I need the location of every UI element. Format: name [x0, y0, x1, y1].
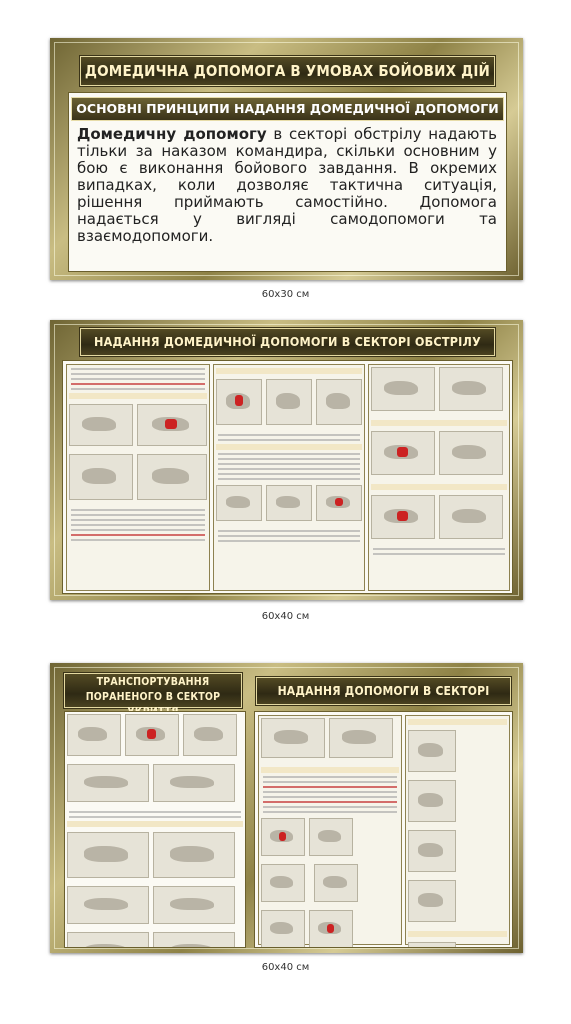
illustration: [261, 864, 305, 902]
panel-2-section-heading: [371, 420, 507, 426]
illustration: [67, 886, 149, 924]
illustration: [153, 886, 235, 924]
illustration: [69, 404, 133, 446]
illustration: [153, 832, 235, 878]
panel-3-size-label: 60x40 см: [261, 962, 310, 973]
illustration: [371, 495, 435, 539]
panel-2-section-heading: [69, 393, 207, 399]
panel-1-content: [68, 92, 507, 272]
illustration: [408, 730, 456, 772]
panel-3-section-heading: [408, 931, 507, 937]
panel-1-size-label: 60x30 см: [261, 289, 310, 300]
illustration: [67, 714, 121, 756]
panel-3-right-content: [254, 711, 513, 948]
panel-3-title-left: ТРАНСПОРТУВАННЯ ПОРАНЕНОГО В СЕКТОР: [64, 673, 242, 708]
panel-3-section-heading: [408, 719, 507, 725]
panel-2-middle-column: [213, 364, 365, 591]
illustration: [439, 367, 503, 411]
illustration: [309, 910, 353, 948]
panel-2-content: [62, 360, 513, 594]
illustration: [261, 818, 305, 856]
illustration: [316, 485, 362, 521]
illustration: [329, 718, 393, 758]
illustration: [216, 485, 262, 521]
illustration: [67, 832, 149, 878]
stand-panel-2: [50, 320, 523, 600]
panel-1-body-text: в секторі обстрілу надають тільки за наказом командира, скільки основним у бою є виконання бойового завдання. В окремих випадках, коли дозволяє тактична ситуація, рішення приймають самостійно. Допомога надається у вигляді самодопомоги та взаємодопомоги.: [77, 125, 498, 245]
panel-3-section-heading: [261, 767, 399, 773]
illustration: [153, 932, 235, 948]
panel-3-title-right: НАДАННЯ ДОПОМОГИ В СЕКТОРІ: [256, 677, 511, 705]
panel-3-section-heading: [67, 821, 243, 827]
illustration: [314, 864, 358, 902]
illustration: [67, 932, 149, 948]
illustration: [408, 780, 456, 822]
illustration: [153, 764, 235, 802]
panel-3-middle-column: [258, 715, 402, 945]
panel-1-body: [77, 126, 497, 245]
illustration: [137, 404, 207, 446]
illustration: [408, 830, 456, 872]
illustration: [266, 379, 312, 425]
illustration: [408, 942, 456, 948]
illustration: [439, 431, 503, 475]
illustration: [309, 818, 353, 856]
illustration: [261, 910, 305, 948]
panel-2-size-label: 60x40 см: [261, 611, 310, 622]
panel-2-section-heading: [216, 444, 362, 450]
illustration: [216, 379, 262, 425]
panel-2-title: НАДАННЯ ДОМЕДИЧНОЇ ДОПОМОГИ В СЕКТОРІ ОБСТРІЛУ: [80, 328, 495, 356]
illustration: [125, 714, 179, 756]
panel-1-body-bold: Домедичну допомогу: [77, 125, 267, 143]
illustration: [183, 714, 237, 756]
illustration: [371, 367, 435, 411]
illustration: [371, 431, 435, 475]
panel-3-left-content: [64, 711, 246, 948]
stand-panel-1: [50, 38, 523, 280]
illustration: [316, 379, 362, 425]
panel-2-left-column: [66, 364, 210, 591]
panel-3-right-column: [405, 715, 510, 945]
illustration: [137, 454, 207, 500]
stand-panel-3: [50, 663, 523, 953]
illustration: [261, 718, 325, 758]
illustration: [266, 485, 312, 521]
panel-2-section-heading: [371, 484, 507, 490]
illustration: [67, 764, 149, 802]
illustration: [408, 880, 456, 922]
illustration: [439, 495, 503, 539]
panel-2-section-heading: [216, 368, 362, 374]
panel-2-right-column: [368, 364, 510, 591]
panel-1-title: ДОМЕДИЧНА ДОПОМОГА В УМОВАХ БОЙОВИХ ДІЙ: [80, 56, 495, 86]
panel-1-subtitle: ОСНОВНІ ПРИНЦИПИ НАДАННЯ ДОМЕДИЧНОЇ ДОПОМОГИ: [71, 97, 504, 121]
illustration: [69, 454, 133, 500]
